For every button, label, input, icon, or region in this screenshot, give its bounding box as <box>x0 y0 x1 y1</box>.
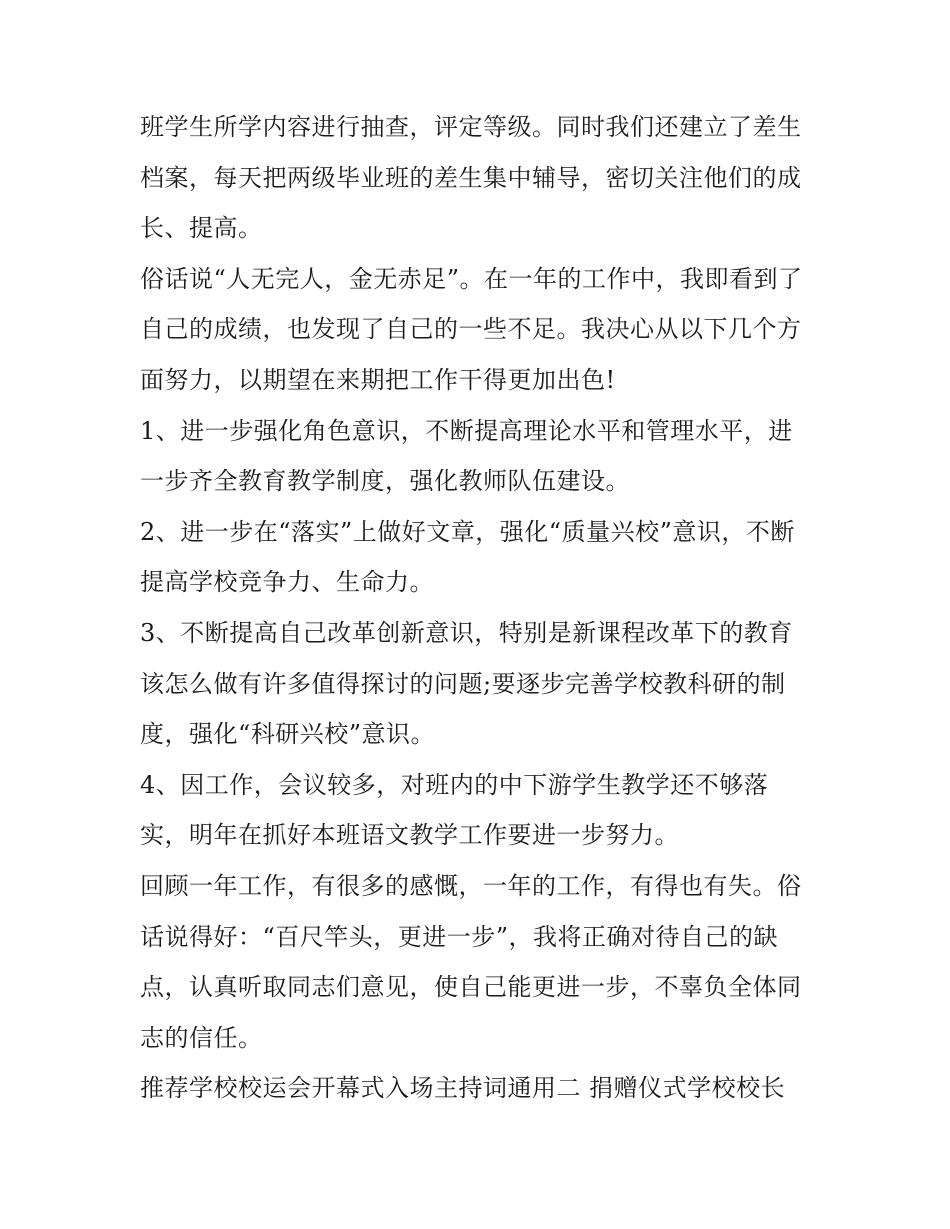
text-line: 话说得好：“百尺竿头，更进一步”，我将正确对待自己的缺 <box>140 922 779 951</box>
text-line: 回顾一年工作，有很多的感慨，一年的工作，有得也有失。俗 <box>140 871 802 900</box>
paragraph-1 <box>140 102 820 254</box>
text-line: 推荐学校校运会开幕式入场主持词通用二 捐赠仪式学校校长 <box>140 1074 786 1103</box>
text-line: 俗话说“人无完人，金无赤足”。在一年的工作中，我即看到了 <box>140 264 803 293</box>
list-item-3 <box>140 608 820 760</box>
text-line: 长、提高。 <box>140 214 263 243</box>
text-line: 面努力，以期望在来期把工作干得更加出色! <box>140 365 616 394</box>
text-line: 自己的成绩，也发现了自己的一些不足。我决心从以下几个方 <box>140 315 802 344</box>
list-item-1 <box>140 406 820 507</box>
list-item-4 <box>140 760 820 861</box>
text-line: 2、进一步在“落实”上做好文章，强化“质量兴校”意识，不断 <box>140 517 795 546</box>
paragraph-review <box>140 861 820 1063</box>
text-line: 档案，每天把两级毕业班的差生集中辅导，密切关注他们的成 <box>140 163 802 192</box>
text-line: 4、因工作，会议较多，对班内的中下游学生教学还不够落 <box>140 770 769 799</box>
text-line: 该怎么做有许多值得探讨的问题;要逐步完善学校教科研的制 <box>140 669 786 698</box>
text-line: 1、进一步强化角色意识，不断提高理论水平和管理水平，进 <box>140 416 793 445</box>
text-line: 点，认真听取同志们意见，使自己能更进一步，不辜负全体同 <box>140 973 802 1002</box>
paragraph-2 <box>140 254 820 406</box>
text-line: 班学生所学内容进行抽查，评定等级。同时我们还建立了差生 <box>140 113 802 141</box>
text-line: 3、不断提高自己改革创新意识，特别是新课程改革下的教育 <box>140 618 793 647</box>
text-line: 一步齐全教育教学制度，强化教师队伍建设。 <box>140 467 630 496</box>
paragraph-next-title <box>140 1063 820 1114</box>
document-body <box>140 102 820 1114</box>
text-line: 度，强化“科研兴校”意识。 <box>140 720 436 749</box>
text-line: 提高学校竞争力、生命力。 <box>140 568 434 597</box>
text-line: 实，明年在抓好本班语文教学工作要进一步努力。 <box>140 821 679 850</box>
list-item-2 <box>140 507 820 608</box>
text-line: 志的信任。 <box>140 1023 263 1052</box>
